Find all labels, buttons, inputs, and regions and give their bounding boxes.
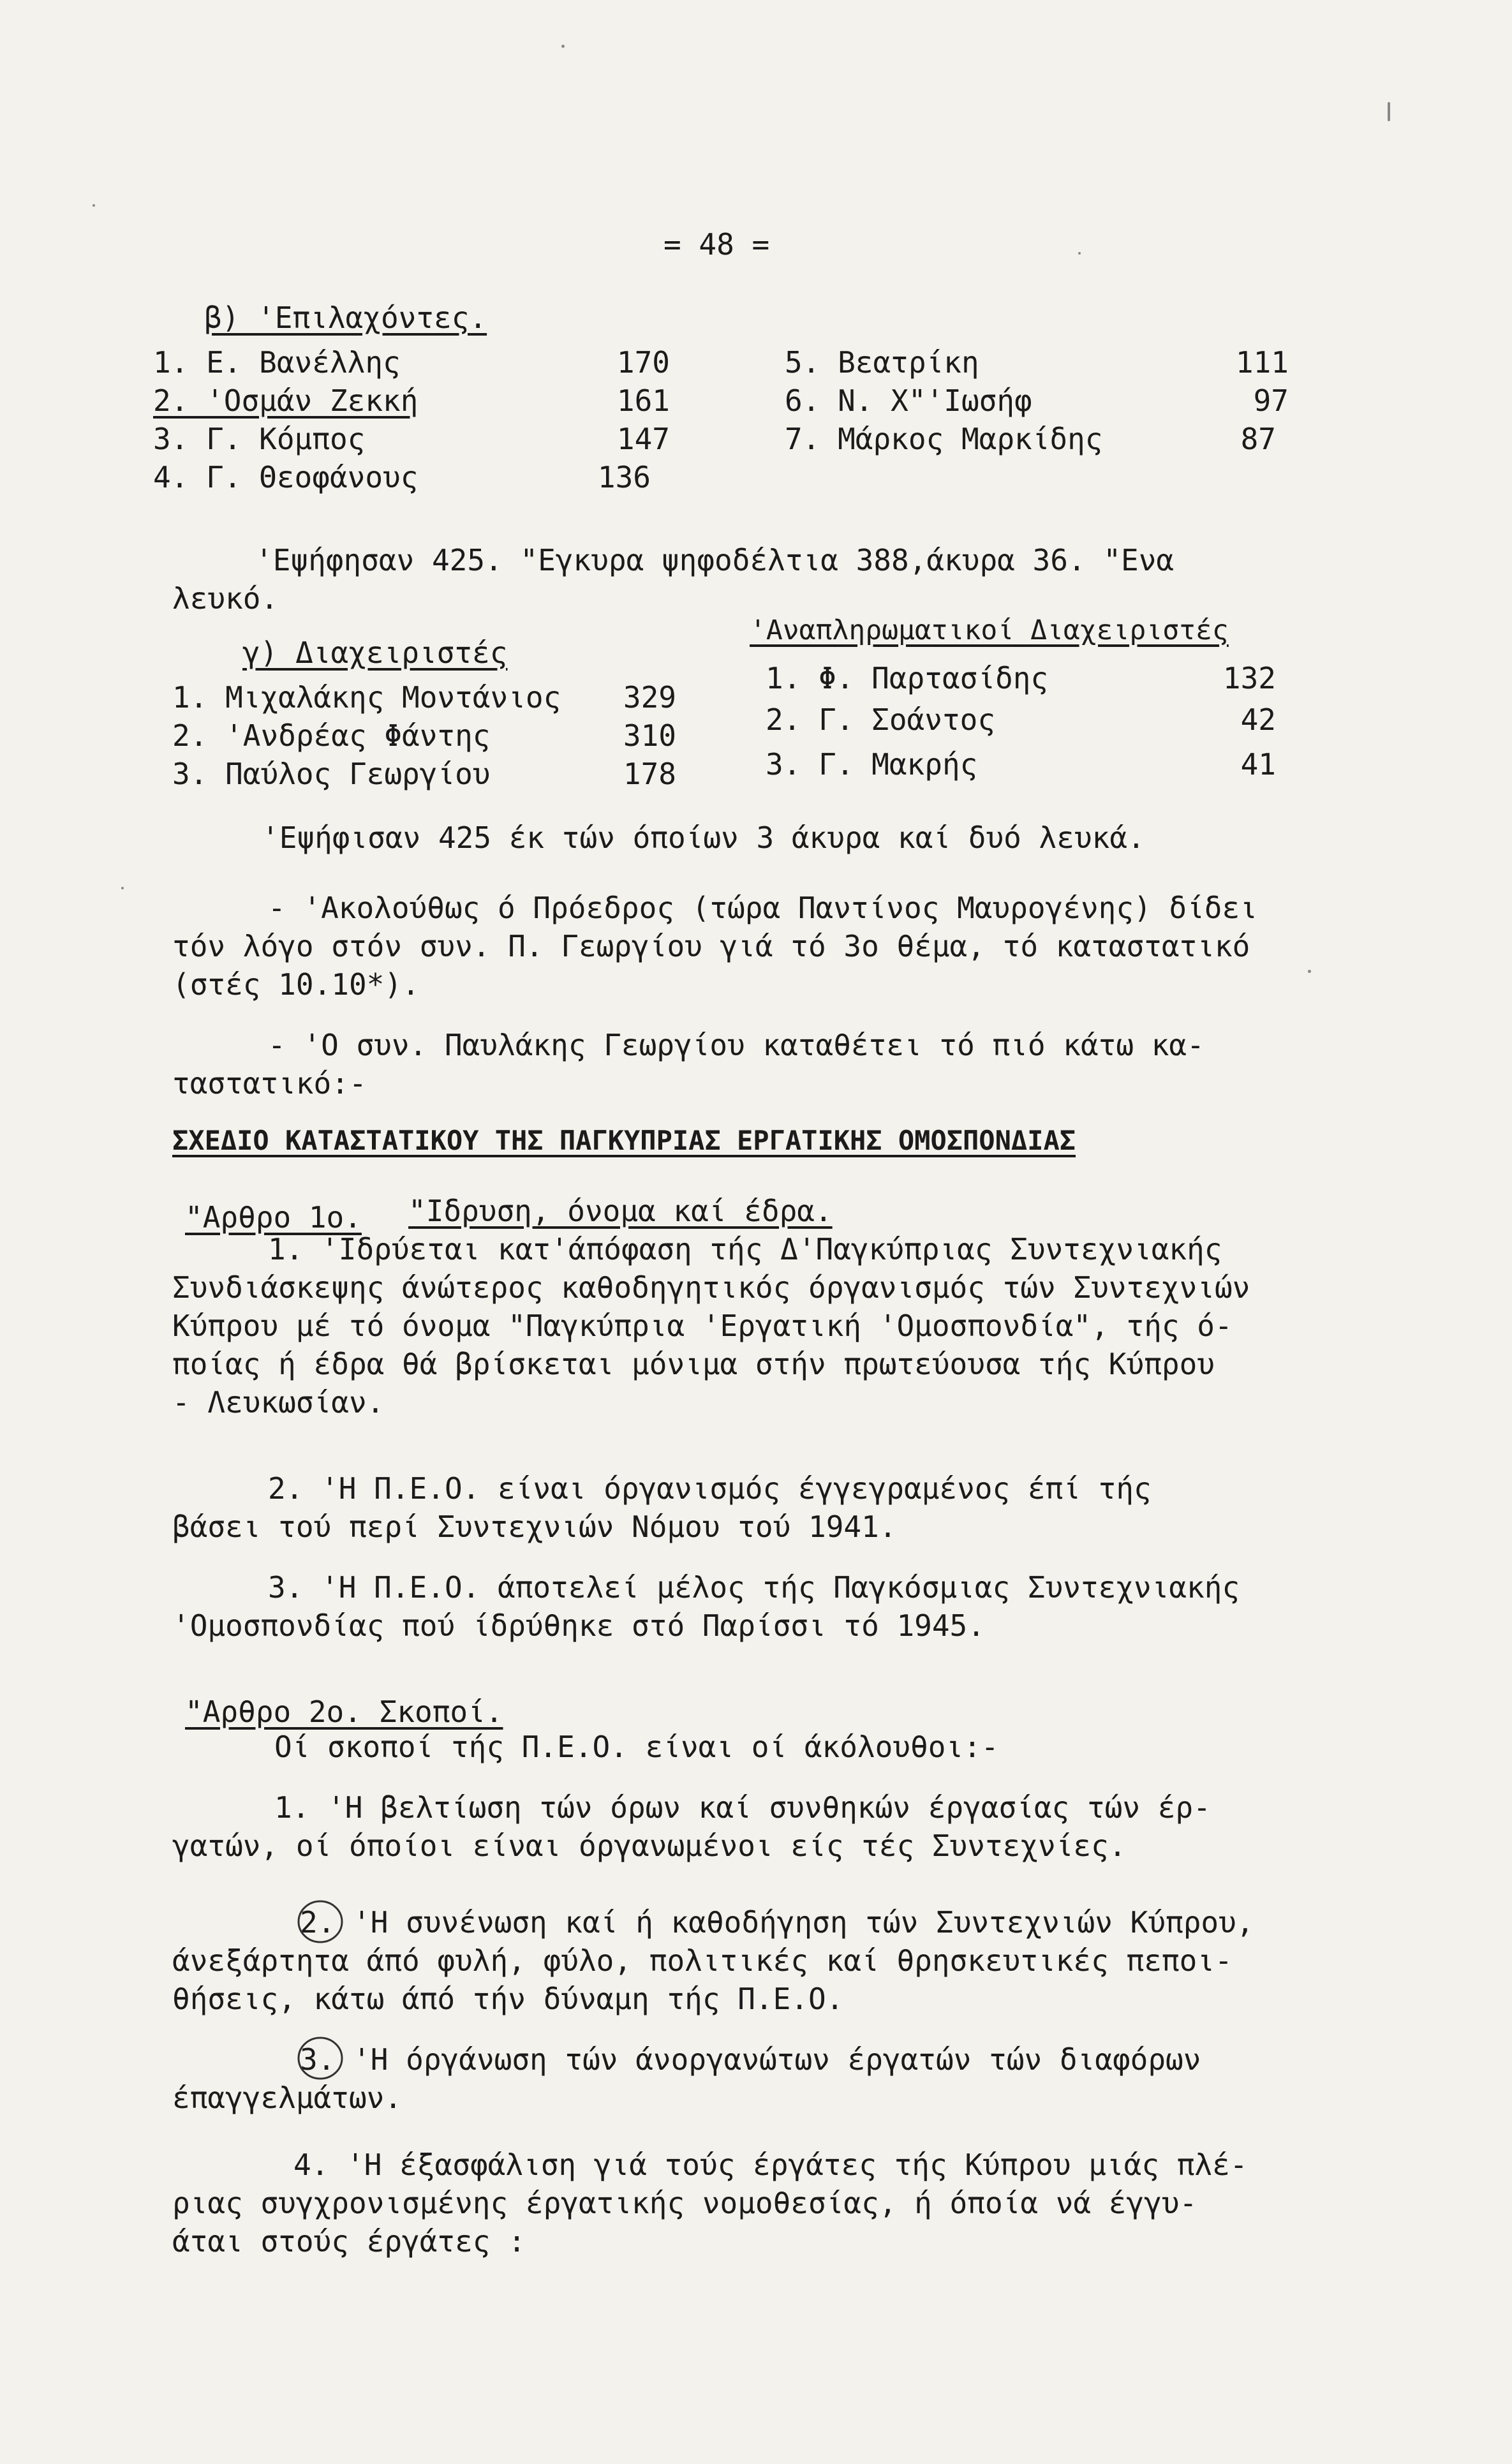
paragraph-line: - 'Ακολούθως ό Πρόεδρος (τώρα Παντίνος Μαυρογένης) δίδει	[268, 891, 1257, 925]
paragraph-line: 'Ομοσπονδίας πού ίδρύθηκε στό Παρίσσι τό 1945.	[172, 1608, 985, 1643]
runner-up-votes: 136	[597, 460, 651, 494]
paragraph-line: 2. 'Η Π.Ε.Ο. είναι όργανισμός έγγεγραμένος έπί τής	[268, 1471, 1152, 1506]
runner-up-name: 1. Ε. Βανέλλης	[153, 345, 401, 380]
administrator-name: 3. Παύλος Γεωργίου	[172, 757, 491, 791]
runner-up-votes: 87	[1240, 422, 1276, 456]
runner-up-name: 3. Γ. Κόμπος	[153, 422, 366, 456]
scan-speck	[1078, 252, 1081, 255]
section-c-heading: γ) Διαχειριστές	[242, 635, 508, 670]
runner-up-name: 6. Ν. Χ"'Ιωσήφ	[785, 383, 1032, 418]
votes-summary: 'Εψήφησαν 425. "Εγκυρα ψηφοδέλτια 388,άκυρα 36. "Ενα	[255, 543, 1175, 577]
runner-up-votes: 111	[1235, 345, 1289, 380]
paragraph-line: γατών, οί όποίοι είναι όργανωμένοι είς τές Συντεχνίες.	[172, 1829, 1127, 1863]
section-b-heading: β) 'Επιλαχόντες.	[204, 301, 487, 335]
paragraph-line: Συνδιάσκεψης άνώτερος καθοδηγητικός όργανισμός τών Συντεχνιών	[172, 1270, 1250, 1305]
paragraph-line: 4. 'Η έξασφάλιση γιά τούς έργάτες τής Κύπρου μιάς πλέ-	[293, 2148, 1248, 2182]
paragraph-line: τόν λόγο στόν συν. Π. Γεωργίου γιά τό 3ο θέμα, τό καταστατικό	[172, 929, 1250, 963]
administrator-name: 1. Μιχαλάκης Μοντάνιος	[172, 680, 561, 715]
draft-statute-title: ΣΧΕΔΙΟ ΚΑΤΑΣΤΑΤΙΚΟΥ ΤΗΣ ΠΑΓΚΥΠΡΙΑΣ ΕΡΓΑΤΙΚΗΣ ΟΜΟΣΠΟΝΔΙΑΣ	[172, 1125, 1076, 1156]
substitute-name: 3. Γ. Μακρής	[766, 747, 978, 782]
paragraph-line: 1. 'Η βελτίωση τών όρων καί συνθηκών έργασίας τών έρ-	[274, 1790, 1211, 1825]
paragraph-line: (στές 10.10*).	[172, 967, 420, 1002]
article-1-heading: "Αρθρο 1ο.	[185, 1200, 362, 1235]
paragraph-line: θήσεις, κάτω άπό τήν δύναμη τής Π.Ε.Ο.	[172, 1982, 844, 2016]
article-2-heading: "Αρθρο 2ο. Σκοποί.	[185, 1695, 503, 1729]
administrator-votes: 329	[623, 680, 676, 715]
article-1-subheading: "Ιδρυση, όνομα καί έδρα.	[408, 1194, 833, 1228]
votes-summary: 'Εψήφισαν 425 έκ τών όποίων 3 άκυρα καί δυό λευκά.	[262, 820, 1145, 855]
runner-up-votes: 147	[616, 422, 670, 456]
runner-up-name: 5. Βεατρίκη	[785, 345, 979, 380]
paragraph-line: ριας συγχρονισμένης έργατικής νομοθεσίας, ή όποία νά έγγυ-	[172, 2186, 1197, 2220]
runner-up-name: 2. 'Οσμάν Ζεκκή	[153, 383, 419, 418]
paragraph-line: ποίας ή έδρα θά βρίσκεται μόνιμα στήν πρωτεύουσα τής Κύπρου	[172, 1347, 1215, 1381]
runner-up-votes: 97	[1253, 383, 1289, 418]
runner-up-votes: 170	[616, 345, 670, 380]
runner-up-name: 7. Μάρκος Μαρκίδης	[785, 422, 1103, 456]
runner-up-votes: 161	[616, 383, 670, 418]
paragraph-line: 3. 'Η Π.Ε.Ο. άποτελεί μέλος τής Παγκόσμιας Συντεχνιακής	[268, 1570, 1240, 1605]
administrator-votes: 310	[623, 718, 676, 753]
article-2-intro: Οί σκοποί τής Π.Ε.Ο. είναι οί άκόλουθοι:-	[274, 1730, 999, 1764]
paragraph-line: άνεξάρτητα άπό φυλή, φύλο, πολιτικές καί θρησκευτικές πεποι-	[172, 1943, 1233, 1978]
paragraph-line: ταστατικό:-	[172, 1066, 367, 1101]
scan-speck	[1308, 970, 1311, 973]
paragraph-line: 2. 'Η συνένωση καί ή καθοδήγηση τών Συντεχνιών Κύπρου,	[300, 1905, 1254, 1940]
paragraph-line: - 'Ο συν. Παυλάκης Γεωργίου καταθέτει τό πιό κάτω κα-	[268, 1028, 1204, 1062]
runner-up-name: 4. Γ. Θεοφάνους	[153, 460, 419, 494]
section-c-substitutes-heading: 'Αναπληρωματικοί Διαχειριστές	[750, 614, 1229, 646]
scan-speck	[1388, 102, 1390, 121]
scan-speck	[561, 45, 565, 48]
page-number: = 48 =	[663, 227, 770, 262]
substitute-votes: 132	[1222, 661, 1276, 695]
handwritten-circle-mark	[295, 2033, 346, 2084]
scan-speck	[93, 204, 95, 207]
administrator-votes: 178	[623, 757, 676, 791]
paragraph-line: άται στούς έργάτες :	[172, 2224, 526, 2259]
paragraph-line: 1. 'Ιδρύεται κατ'άπόφαση τής Δ'Παγκύπριας Συντεχνιακής	[268, 1232, 1222, 1266]
handwritten-circle-mark	[295, 1896, 346, 1947]
paragraph-line: Κύπρου μέ τό όνομα "Παγκύπρια 'Εργατική 'Ομοσπονδία", τής ό-	[172, 1309, 1233, 1343]
substitute-votes: 41	[1240, 747, 1276, 782]
scan-speck	[121, 887, 124, 889]
paragraph-line: - Λευκωσίαν.	[172, 1385, 385, 1420]
administrator-name: 2. 'Ανδρέας Φάντης	[172, 718, 491, 753]
paragraph-line: 3. 'Η όργάνωση τών άνοργανώτων έργατών τών διαφόρων	[300, 2042, 1201, 2077]
paragraph-line: έπαγγελμάτων.	[172, 2081, 403, 2115]
substitute-votes: 42	[1240, 702, 1276, 737]
substitute-name: 1. Φ. Παρτασίδης	[766, 661, 1049, 695]
votes-summary: λευκό.	[172, 581, 279, 616]
paragraph-line: βάσει τού περί Συντεχνιών Νόμου τού 1941.	[172, 1510, 897, 1544]
substitute-name: 2. Γ. Σοάντος	[766, 702, 996, 737]
